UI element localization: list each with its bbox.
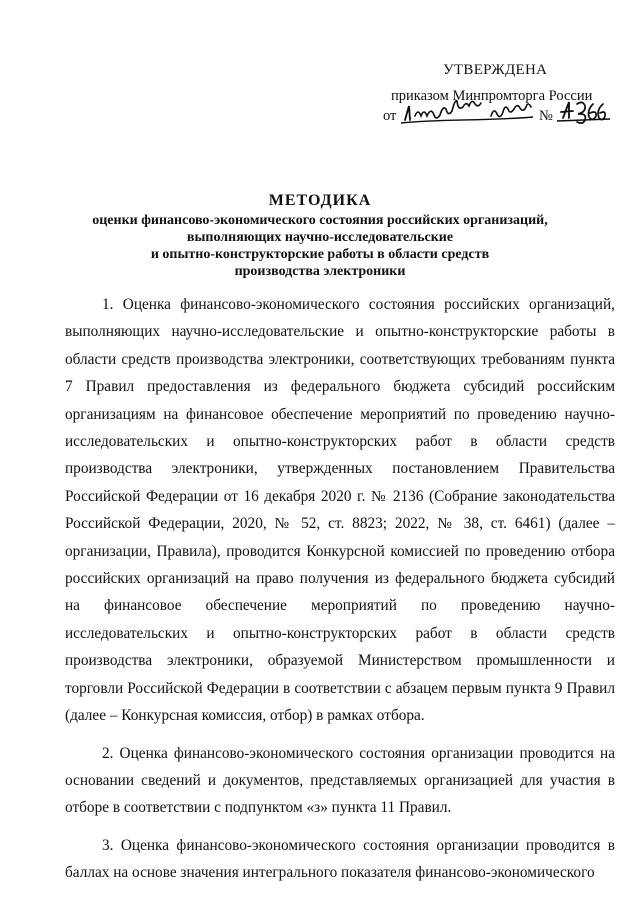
order-date-number-line: [383, 106, 613, 132]
number-prefix: №: [539, 108, 553, 124]
handwritten-date-signature: [399, 98, 535, 128]
document-subtitle: оценки финансово-экономического состояния российских организаций, выполняющих научно-исследовательские и опытно-конструкторские работы в области средств производства электроники: [92, 213, 548, 279]
handwritten-number-signature: [557, 96, 611, 126]
approving-order-line: приказом Минпромторга России: [391, 88, 593, 104]
approved-label: УТВЕРЖДЕНА: [443, 62, 548, 78]
paragraph-2: 2. Оценка финансово-экономического состояния организации проводится на основании сведений и документов, представляемых организацией для участия в отборе в соответствии с подпунктом «з» пункта 11 Правил.: [65, 744, 615, 817]
approval-stamp-block: [0, 0, 640, 140]
document-title-block: [40, 190, 600, 280]
document-title: МЕТОДИКА: [268, 192, 372, 209]
date-prefix: от: [383, 108, 397, 124]
paragraph-3: 3. Оценка финансово-экономического состояния организации проводится в баллах на основе значения интегрального показателя финансово-экономического: [65, 836, 615, 882]
paragraph-1: 1. Оценка финансово-экономического состояния российских организаций, выполняющих научно-исследовательские и опытно-конструкторские работы в области средств производства электроники, соответствующих требованиям пункта 7 Правил предоставления из федерального бюджета субсидий российским организациям на финансовое обеспечение мероприятий по проведению научно-исследовательских и опытно-конструкторских работ в области средств производства электроники, утвержденных постановлением Правительства Российской Федерации от 16 декабря 2020 г. № 2136 (Собрание законодательства Российской Федерации, 2020, № 52, ст. 8823; 2022, № 38, ст. 6461) (далее – организации, Правила), проводится Конкурсной комиссией по проведению отбора российских организаций на право получения из федерального бюджета субсидий на финансовое обеспечение мероприятий по проведению научно-исследовательских и опытно-конструкторских работ в области средств производства электроники, образуемой Министерством промышленности и торговли Российской Федерации в соответствии с абзацем первым пункта 9 Правил (далее – Конкурсная комиссия, отбор) в рамках отбора.: [65, 296, 615, 725]
document-body: [65, 291, 615, 887]
